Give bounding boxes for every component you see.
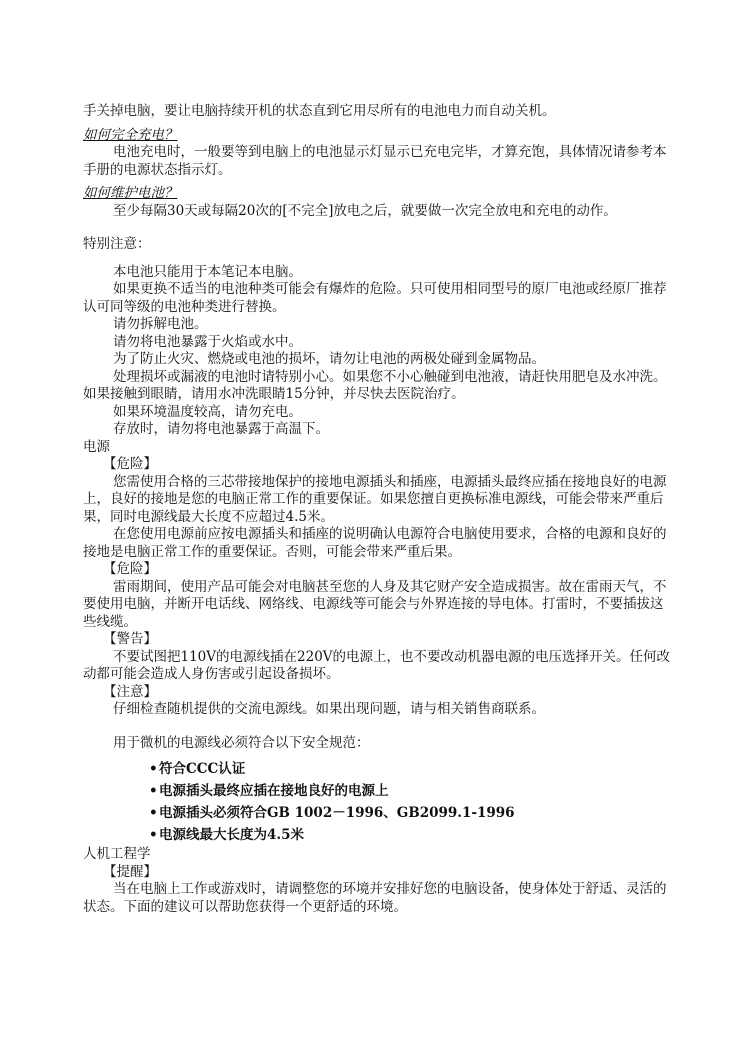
bullet-icon: • bbox=[149, 783, 158, 799]
bullet-item: •符合CCC认证 bbox=[149, 758, 673, 780]
intro-paragraph: 手关掉电脑，要让电脑持续开机的状态直到它用尽所有的电池电力而自动关机。 bbox=[83, 103, 556, 119]
note-tag: 【注意】 bbox=[103, 683, 157, 700]
bullet-item: •电源插头必须符合GB 1002－1996、GB2099.1-1996 bbox=[149, 802, 673, 824]
notice-item: 请勿将电池暴露于火焰或水中。 bbox=[113, 333, 302, 350]
safety-bullet-list bbox=[83, 758, 673, 846]
ergonomics-paragraph: 当在电脑上工作或游戏时，请调整您的环境并安排好您的电脑设备，使身体处于舒适、灵活的状态。下面的建议可以帮助您获得一个更舒适的环境。 bbox=[83, 881, 667, 915]
document-page bbox=[83, 103, 673, 916]
danger-tag: 【危险】 bbox=[103, 456, 157, 472]
power-paragraph-5: 仔细检查随机提供的交流电源线。如果出现问题，请与相关销售商联系。 bbox=[113, 701, 545, 717]
maintain-heading: 如何维护电池？ bbox=[83, 185, 178, 201]
bullet-icon: • bbox=[149, 761, 158, 777]
ergonomics-heading: 人机工程学 bbox=[83, 846, 151, 862]
bullet-item: •电源线最大长度为4.5米 bbox=[149, 824, 673, 846]
full-charge-paragraph: 电池充电时，一般要等到电脑上的电池显示灯显示已充电完毕，才算充饱，具体情况请参考本手册的电源状态指示灯。 bbox=[83, 144, 667, 178]
power-paragraph-1: 您需使用合格的三芯带接地保护的接地电源插头和插座，电源插头最终应插在接地良好的电源上，良好的接地是您的电脑正常工作的重要保证。如果您擅自更换标准电源线，可能会带来严重后果，同时电源线最大长度不应超过4.5米。 bbox=[83, 473, 667, 525]
notice-item: 处理损坏或漏液的电池时请特别小心。如果您不小心触碰到电池液，请赶快用肥皂及水冲洗。如果接触到眼睛，请用水冲洗眼睛15分钟，并尽快去医院治疗。 bbox=[83, 368, 667, 402]
notice-item: 如果更换不适当的电池种类可能会有爆炸的危险。只可使用相同型号的原厂电池或经原厂推荐认可同等级的电池种类进行替换。 bbox=[83, 281, 667, 315]
maintain-paragraph: 至少每隔30天或每隔20次的[不完全]放电之后，就要做一次完全放电和充电的动作。 bbox=[113, 202, 617, 219]
full-charge-heading: 如何完全充电？ bbox=[83, 126, 178, 143]
notice-item: 请勿拆解电池。 bbox=[113, 316, 208, 332]
notice-item: 为了防止火灾、燃烧或电池的损坏，请勿让电池的两极处碰到金属物品。 bbox=[113, 351, 545, 367]
bullet-item: •电源插头最终应插在接地良好的电源上 bbox=[149, 780, 673, 802]
power-paragraph-3: 雷雨期间，使用产品可能会对电脑甚至您的人身及其它财产安全造成损害。故在雷雨天气，不要使用电脑，并断开电话线、网络线、电源线等可能会与外界连接的导电体。打雷时，不要插拔这些线缆。 bbox=[83, 578, 667, 630]
notice-item: 如果环境温度较高，请勿充电。 bbox=[113, 403, 302, 420]
warning-tag: 【警告】 bbox=[103, 631, 157, 647]
power-paragraph-2: 在您使用电源前应按电源插头和插座的说明确认电源符合电脑使用要求，合格的电源和良好的接地是电脑正常工作的重要保证。否则，可能会带来严重后果。 bbox=[83, 526, 667, 560]
danger-tag-2: 【危险】 bbox=[103, 561, 157, 577]
power-paragraph-4: 不要试图把110V的电源线插在220V的电源上，也不要改动机器电源的电压选择开关。任何改动都可能会造成人身伤害或引起设备损坏。 bbox=[83, 648, 671, 682]
bullet-icon: • bbox=[149, 827, 158, 843]
notice-item: 本电池只能用于本笔记本电脑。 bbox=[113, 263, 302, 280]
power-paragraph-6: 用于微机的电源线必须符合以下安全规范： bbox=[113, 734, 370, 751]
bullet-icon: • bbox=[149, 805, 158, 821]
notice-heading: 特别注意： bbox=[83, 236, 151, 252]
notice-item: 存放时，请勿将电池暴露于高温下。 bbox=[113, 421, 329, 437]
reminder-tag: 【提醒】 bbox=[103, 863, 157, 880]
power-heading: 电源 bbox=[83, 438, 110, 455]
